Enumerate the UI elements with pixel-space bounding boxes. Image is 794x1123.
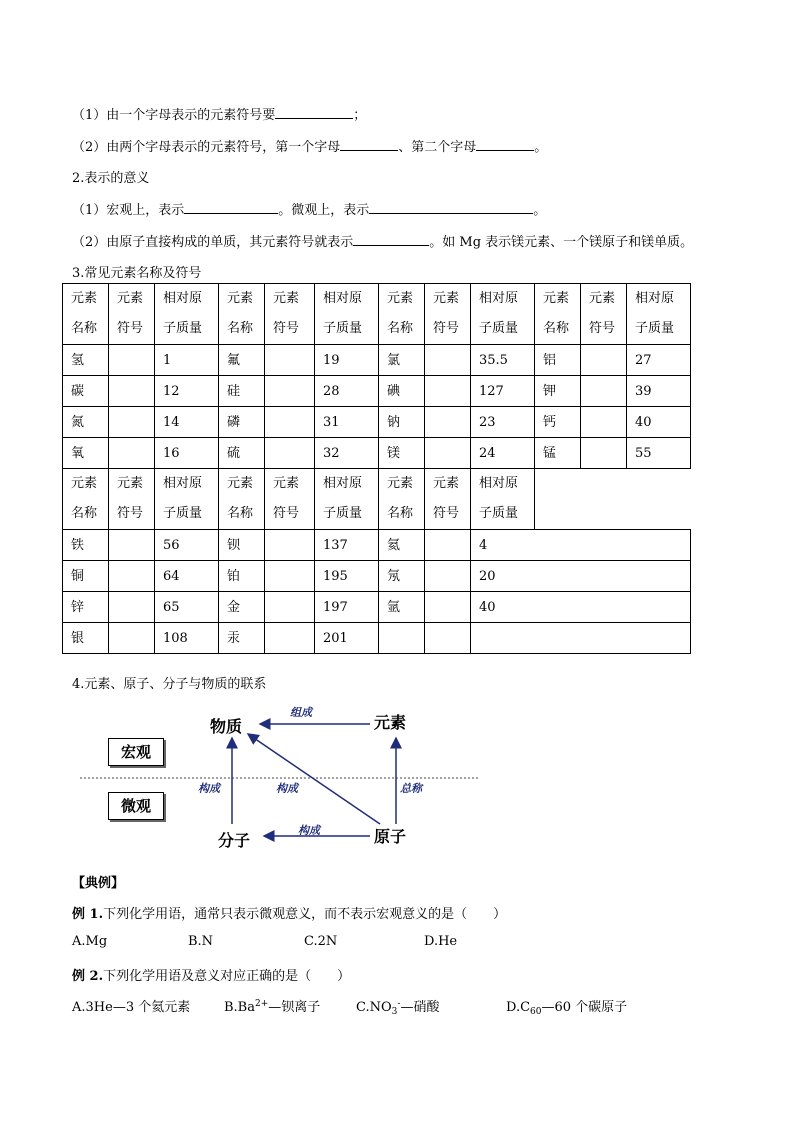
option-b[interactable]: $B.Ba^{2+}—$钡离子 xyxy=(224,999,321,1015)
header-cell: 元素 名称 xyxy=(63,284,109,345)
atomic-mass-cell: 4 xyxy=(471,530,691,561)
atomic-mass-cell: 39 xyxy=(627,376,691,407)
element-symbol-cell[interactable] xyxy=(581,345,627,376)
header-cell: 元素 符号 xyxy=(265,469,315,530)
header-cell: 元素 符号 xyxy=(425,284,471,345)
element-symbol-cell[interactable] xyxy=(265,561,315,592)
element-symbol-cell[interactable] xyxy=(425,376,471,407)
element-table xyxy=(62,283,691,654)
element-name-cell: 氯 xyxy=(379,345,425,376)
option-a[interactable]: A.3He—3 个氦元素 xyxy=(72,1000,191,1015)
atomic-mass-cell: 32 xyxy=(315,438,379,469)
element-symbol-cell[interactable] xyxy=(109,345,155,376)
general-name-label: 总称 xyxy=(400,782,422,795)
element-symbol-cell[interactable] xyxy=(109,561,155,592)
table-row xyxy=(63,530,691,561)
element-name-cell: 银 xyxy=(63,623,109,654)
atomic-mass-cell: 195 xyxy=(315,561,379,592)
construct-label: 构成 xyxy=(276,782,298,795)
option-a[interactable]: A.Mg xyxy=(72,934,108,949)
element-name-cell: 铜 xyxy=(63,561,109,592)
atomic-mass-cell: 40 xyxy=(627,407,691,438)
atomic-mass-cell: 1 xyxy=(155,345,219,376)
atomic-mass-cell: 31 xyxy=(315,407,379,438)
header-cell: 相对原 子质量 xyxy=(471,284,535,345)
element-name-cell: 钠 xyxy=(379,407,425,438)
blank-field[interactable] xyxy=(369,201,533,214)
element-name-cell: 氢 xyxy=(63,345,109,376)
element-name-cell: 钾 xyxy=(535,376,581,407)
atomic-mass-cell: 23 xyxy=(471,407,535,438)
table-row xyxy=(63,376,691,407)
question-line-1: （1）由一个字母表示的元素符号要 ； xyxy=(72,108,367,123)
header-cell: 元素 名称 xyxy=(535,284,581,345)
header-cell: 元素 符号 xyxy=(581,284,627,345)
element-name-cell: 碳 xyxy=(63,376,109,407)
relation-diagram xyxy=(80,696,500,856)
molecule-label: 分子 xyxy=(218,831,251,850)
element-name-cell: 氮 xyxy=(63,407,109,438)
table-row xyxy=(63,592,691,623)
atomic-mass-cell: 65 xyxy=(155,592,219,623)
examples-title: 【典例】 xyxy=(72,876,125,891)
header-cell: 相对原 子质量 xyxy=(315,469,379,530)
element-name-cell: 镁 xyxy=(379,438,425,469)
table-row xyxy=(63,561,691,592)
element-symbol-cell[interactable] xyxy=(265,592,315,623)
element-symbol-cell[interactable] xyxy=(581,438,627,469)
option-c[interactable]: $C.NO_3^-—$硝酸 xyxy=(356,999,440,1017)
element-name-cell: 金 xyxy=(219,592,265,623)
table-row xyxy=(63,438,691,469)
element-name-cell: 汞 xyxy=(219,623,265,654)
element-name-cell: 铁 xyxy=(63,530,109,561)
blank-field[interactable] xyxy=(476,138,534,151)
atomic-mass-cell: 197 xyxy=(315,592,379,623)
table-row xyxy=(63,407,691,438)
element-symbol-cell[interactable] xyxy=(425,438,471,469)
section-title: 2.表示的意义 xyxy=(72,171,150,186)
example-1: 例 1.下列化学用语，通常只表示微观意义，而不表示宏观意义的是（ ） xyxy=(72,907,507,922)
element-symbol-cell[interactable] xyxy=(265,407,315,438)
header-cell: 元素 符号 xyxy=(265,284,315,345)
element-name-cell xyxy=(379,623,425,654)
substance-label: 物质 xyxy=(210,717,243,736)
element-name-cell: 磷 xyxy=(219,407,265,438)
header-cell: 元素 名称 xyxy=(379,284,425,345)
table-row xyxy=(63,623,691,654)
element-symbol-cell[interactable] xyxy=(581,407,627,438)
header-cell: 相对原 子质量 xyxy=(471,469,535,530)
meaning-line-1: （1）宏观上，表示 。微观上，表示 。 xyxy=(72,203,547,218)
element-name-cell: 铝 xyxy=(535,345,581,376)
element-symbol-cell[interactable] xyxy=(265,438,315,469)
element-label: 元素 xyxy=(374,713,407,732)
header-cell: 元素 名称 xyxy=(219,284,265,345)
element-name-cell: 氟 xyxy=(219,345,265,376)
element-name-cell: 硅 xyxy=(219,376,265,407)
construct-label: 构成 xyxy=(298,824,320,837)
element-name-cell: 氧 xyxy=(63,438,109,469)
atomic-mass-cell: 108 xyxy=(155,623,219,654)
atomic-mass-cell: 12 xyxy=(155,376,219,407)
atom-label: 原子 xyxy=(374,827,407,846)
option-c[interactable]: C.2N xyxy=(304,934,338,949)
atomic-mass-cell: 35.5 xyxy=(471,345,535,376)
element-symbol-cell[interactable] xyxy=(265,376,315,407)
element-symbol-cell[interactable] xyxy=(425,623,471,654)
header-cell: 元素 符号 xyxy=(109,284,155,345)
table-row xyxy=(63,345,691,376)
element-symbol-cell[interactable] xyxy=(425,530,471,561)
meaning-line-2: （2）由原子直接构成的单质，其元素符号就表示 。如 Mg 表示镁元素、一个镁原子和镁单质。 xyxy=(72,235,694,250)
header-cell: 相对原 子质量 xyxy=(155,284,219,345)
element-symbol-cell[interactable] xyxy=(425,345,471,376)
blank-field[interactable] xyxy=(353,233,429,246)
question-line-2: （2）由两个字母表示的元素符号，第一个字母 、第二个字母 。 xyxy=(72,140,548,155)
atomic-mass-cell: 28 xyxy=(315,376,379,407)
atomic-mass-cell: 27 xyxy=(627,345,691,376)
atomic-mass-cell xyxy=(471,623,691,654)
blank-field[interactable] xyxy=(184,201,278,214)
element-symbol-cell[interactable] xyxy=(109,438,155,469)
element-name-cell: 锰 xyxy=(535,438,581,469)
element-symbol-cell[interactable] xyxy=(109,530,155,561)
element-symbol-cell[interactable] xyxy=(109,376,155,407)
atomic-mass-cell: 40 xyxy=(471,592,691,623)
element-symbol-cell[interactable] xyxy=(581,376,627,407)
section-title: 4.元素、原子、分子与物质的联系 xyxy=(72,677,267,692)
diagram-arrows xyxy=(80,696,500,856)
element-symbol-cell[interactable] xyxy=(265,530,315,561)
atomic-mass-cell: 24 xyxy=(471,438,535,469)
header-cell: 元素 名称 xyxy=(63,469,109,530)
element-symbol-cell[interactable] xyxy=(109,592,155,623)
header-cell: 元素 名称 xyxy=(379,469,425,530)
element-name-cell: 碘 xyxy=(379,376,425,407)
blank-field[interactable] xyxy=(340,138,398,151)
header-cell: 相对原 子质量 xyxy=(315,284,379,345)
atomic-mass-cell: 19 xyxy=(315,345,379,376)
empty-cell xyxy=(535,469,691,530)
option-d[interactable]: $D.C_{60}—60$ 个碳原子 xyxy=(506,1000,628,1017)
blank-field[interactable] xyxy=(275,106,353,119)
option-d[interactable]: D.He xyxy=(424,934,458,949)
header-cell: 相对原 子质量 xyxy=(627,284,691,345)
atomic-mass-cell: 20 xyxy=(471,561,691,592)
element-symbol-cell[interactable] xyxy=(425,592,471,623)
element-symbol-cell[interactable] xyxy=(425,407,471,438)
element-name-cell: 铂 xyxy=(219,561,265,592)
section-title: 3.常见元素名称及符号 xyxy=(72,266,202,281)
element-name-cell: 锌 xyxy=(63,592,109,623)
element-name-cell: 氦 xyxy=(379,530,425,561)
atomic-mass-cell: 201 xyxy=(315,623,379,654)
macro-box: 宏观 xyxy=(108,738,164,766)
element-symbol-cell[interactable] xyxy=(265,623,315,654)
element-name-cell: 钙 xyxy=(535,407,581,438)
element-symbol-cell[interactable] xyxy=(425,561,471,592)
header-cell: 元素 名称 xyxy=(219,469,265,530)
atomic-mass-cell: 64 xyxy=(155,561,219,592)
element-name-cell: 钡 xyxy=(219,530,265,561)
example-2: 例 2.下列化学用语及意义对应正确的是（ ） xyxy=(72,969,351,984)
element-name-cell: 硫 xyxy=(219,438,265,469)
atomic-mass-cell: 127 xyxy=(471,376,535,407)
atomic-mass-cell: 16 xyxy=(155,438,219,469)
element-symbol-cell[interactable] xyxy=(265,345,315,376)
atomic-mass-cell: 137 xyxy=(315,530,379,561)
element-symbol-cell[interactable] xyxy=(109,407,155,438)
compose-label: 组成 xyxy=(290,706,312,719)
micro-box: 微观 xyxy=(108,792,164,820)
atomic-mass-cell: 56 xyxy=(155,530,219,561)
table-header-row xyxy=(63,469,691,530)
atomic-mass-cell: 14 xyxy=(155,407,219,438)
atomic-mass-cell: 55 xyxy=(627,438,691,469)
option-b[interactable]: B.N xyxy=(188,934,214,949)
table-header-row xyxy=(63,284,691,345)
construct-label: 构成 xyxy=(198,782,220,795)
element-name-cell: 氖 xyxy=(379,561,425,592)
element-name-cell: 氩 xyxy=(379,592,425,623)
header-cell: 元素 符号 xyxy=(425,469,471,530)
element-symbol-cell[interactable] xyxy=(109,623,155,654)
header-cell: 元素 符号 xyxy=(109,469,155,530)
header-cell: 相对原 子质量 xyxy=(155,469,219,530)
